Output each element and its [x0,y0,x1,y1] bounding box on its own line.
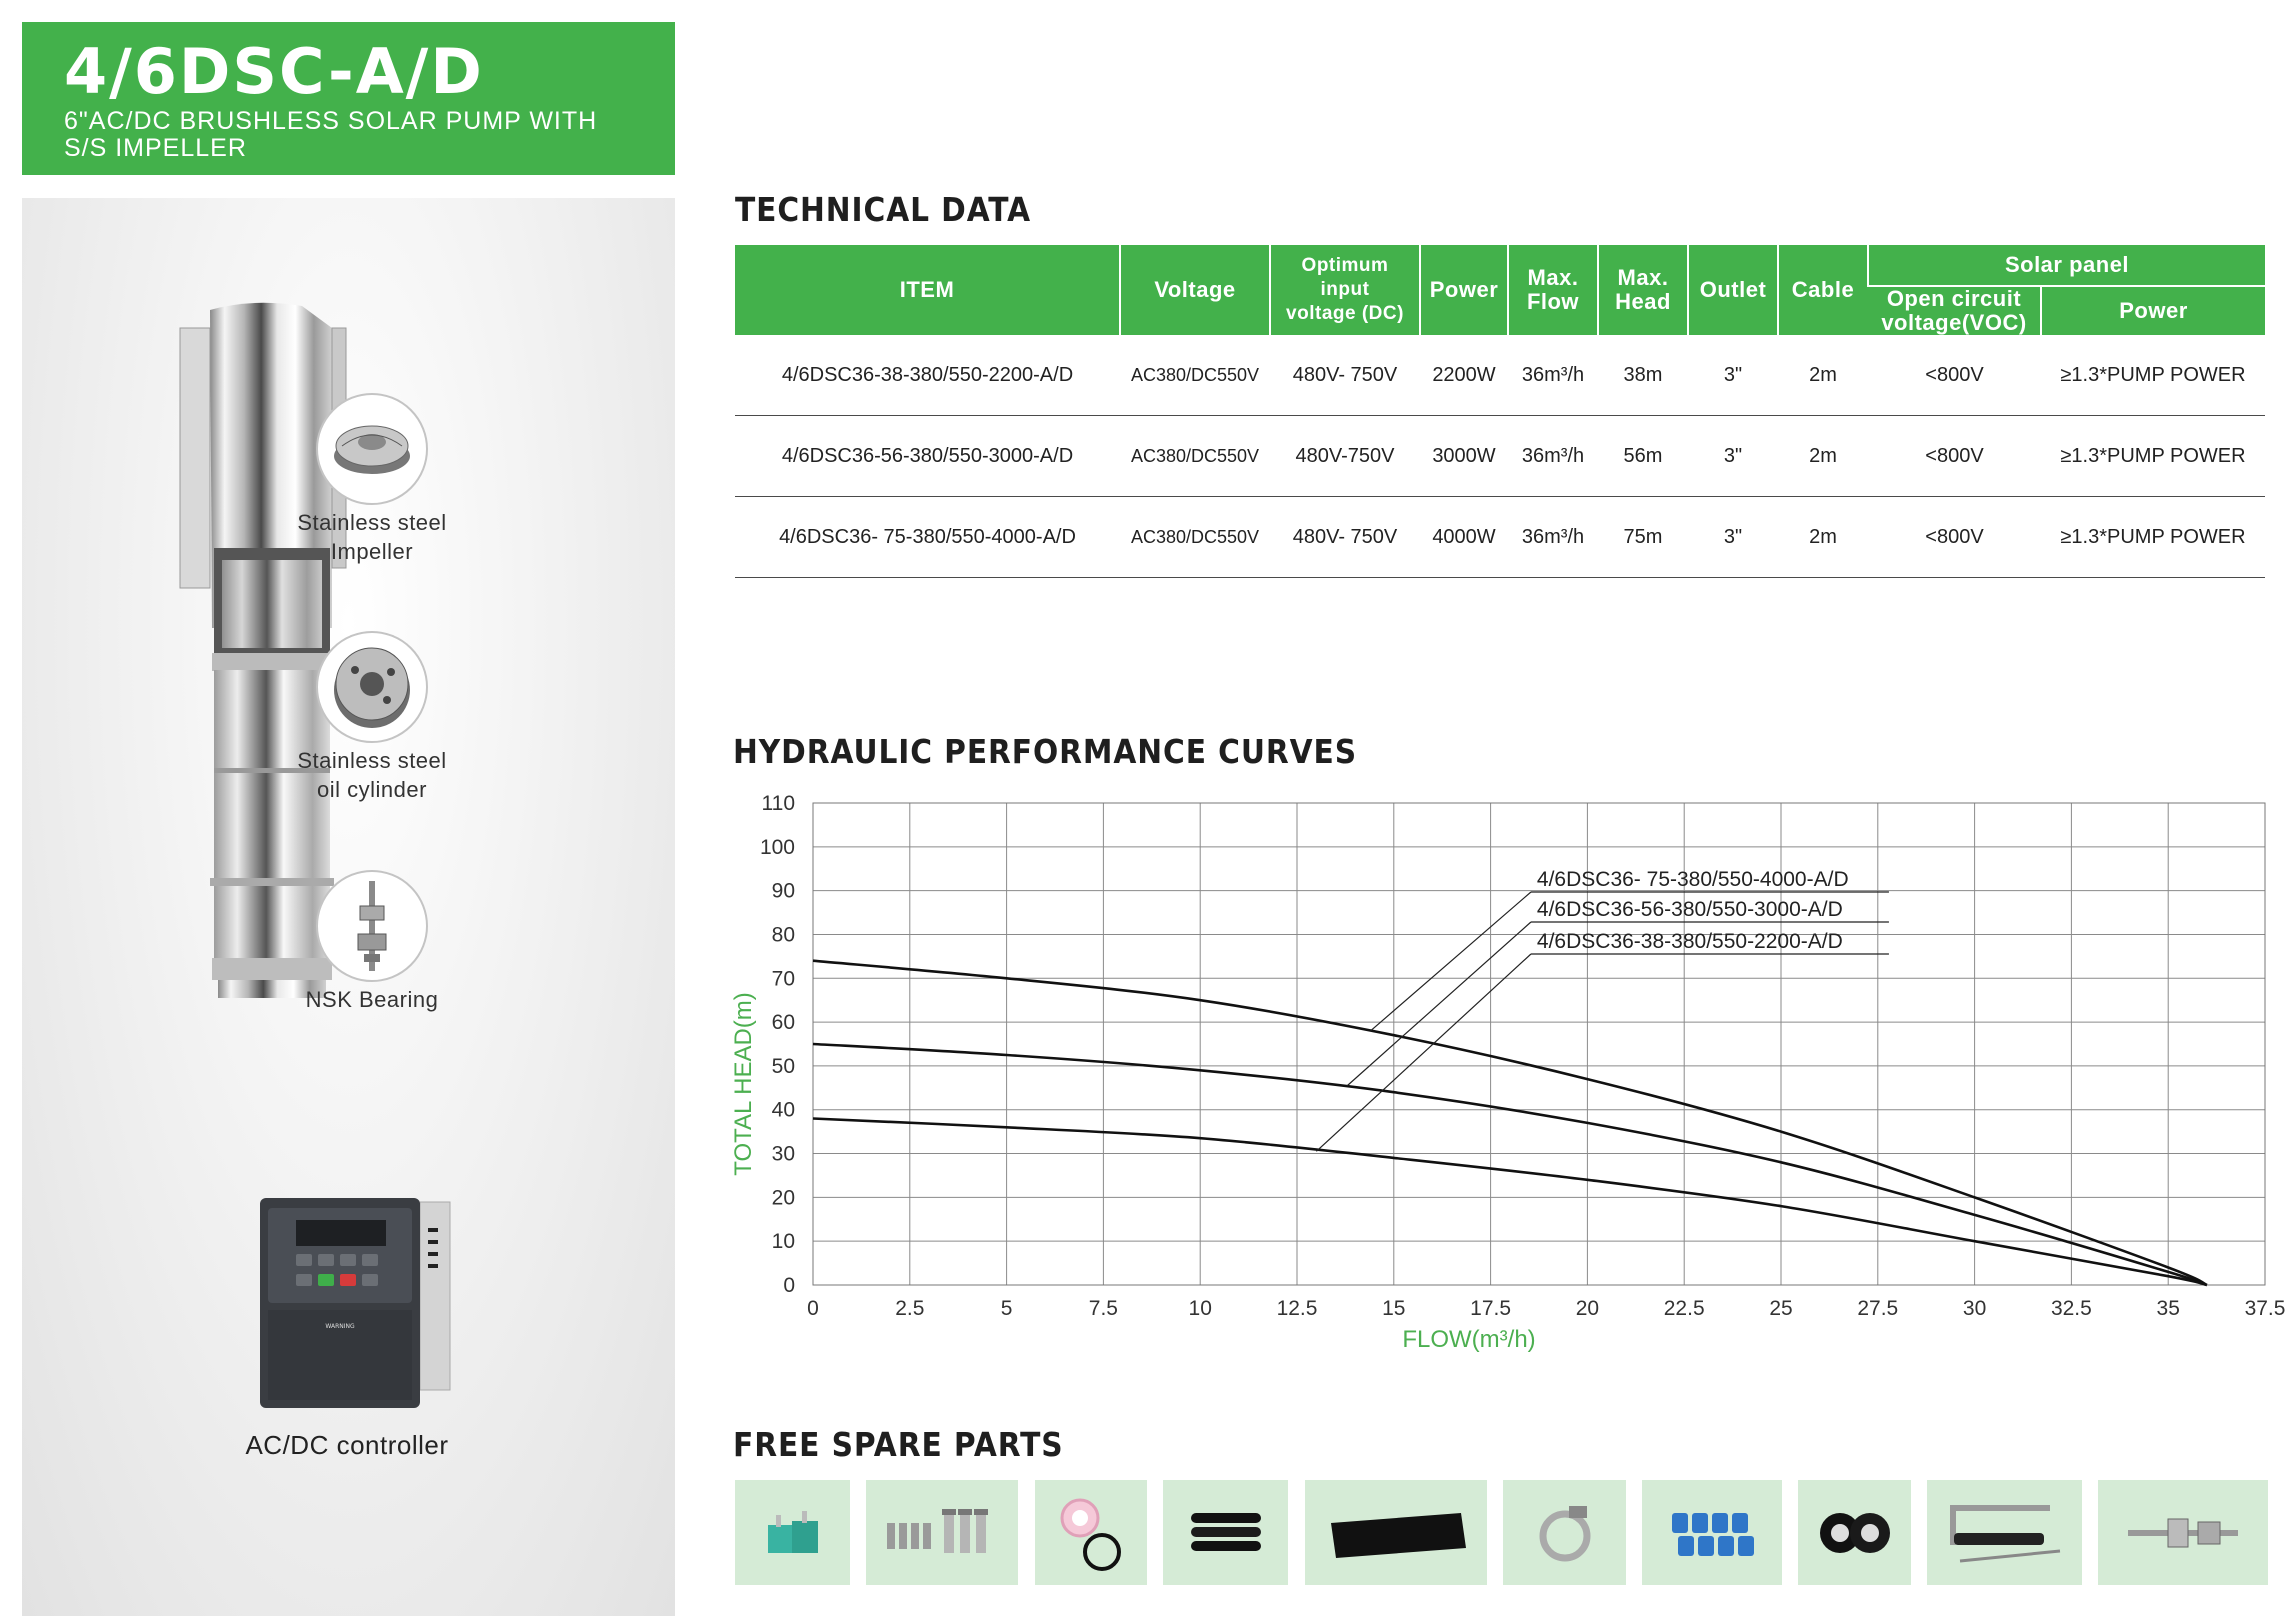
header-open-circuit-voltage: Open circuit voltage(VOC) [1868,286,2041,335]
x-tick-label: 32.5 [2050,1297,2092,1320]
series-label-1: 4/6DSC36- 75-380/550-4000-A/D [1536,868,1849,891]
series-line-3 [813,1119,2207,1286]
series-leader-line [1371,892,1531,1031]
product-subtitle-line2: S/S IMPELLER [64,134,247,162]
series-leader-line [1316,954,1531,1151]
cell-voltage: AC380/DC550V [1120,497,1270,578]
cell-power: 3000W [1420,416,1508,497]
y-tick-label: 30 [771,1142,795,1166]
screws-icon [882,1503,1002,1563]
spare-part-item [1035,1480,1147,1585]
product-subtitle-line1: 6"AC/DC BRUSHLESS SOLAR PUMP WITH [64,107,598,135]
x-tick-label: 15 [1382,1297,1406,1320]
cell-voc: <800V [1868,497,2041,578]
x-tick-label: 35 [2156,1297,2180,1320]
header-item: ITEM [735,245,1120,335]
cell-cable: 2m [1778,335,1868,416]
spare-parts-row [735,1480,2285,1585]
cell-power: 2200W [1420,335,1508,416]
wrench-tool-icon [1940,1493,2070,1573]
insulating-tape-icon [1810,1498,1900,1568]
header-voltage: Voltage [1120,245,1270,335]
cell-max-head: 56m [1598,416,1688,497]
cell-max-flow: 36m³/h [1508,416,1598,497]
table-row [735,335,2265,416]
product-image-panel [22,198,675,1616]
header-max-head: Max. Head [1598,245,1688,335]
header-cable: Cable [1778,245,1868,335]
tape-and-oring-icon [1046,1488,1136,1578]
series-line-1 [813,961,2207,1285]
spare-part-item [866,1480,1018,1585]
technical-data-table [735,245,2265,578]
curves-title: HYDRAULIC PERFORMANCE CURVES [733,732,1357,771]
bearing-icon [342,876,402,976]
y-tick-label: 70 [771,967,795,991]
x-tick-label: 30 [1962,1297,1987,1320]
header-power: Power [1420,245,1508,335]
header-outlet: Outlet [1688,245,1778,335]
spare-parts-title: FREE SPARE PARTS [733,1425,1064,1464]
y-axis-label: TOTAL HEAD(m) [730,992,757,1176]
y-tick-label: 20 [771,1186,795,1210]
cell-max-flow: 36m³/h [1508,335,1598,416]
header-solar-panel: Solar panel [1868,245,2265,286]
spare-part-item [1305,1480,1487,1585]
cell-cable: 2m [1778,416,1868,497]
hose-clamp-icon [1525,1498,1605,1568]
cell-max-flow: 36m³/h [1508,497,1598,578]
cell-optimum: 480V- 750V [1270,497,1420,578]
controller-label: AC/DC controller [245,1430,449,1460]
x-tick-label: 17.5 [1470,1297,1512,1320]
cell-cable: 2m [1778,497,1868,578]
wire-connectors-icon [1662,1498,1762,1568]
y-tick-label: 100 [759,835,795,859]
y-tick-label: 110 [761,792,795,815]
y-tick-label: 80 [771,923,795,947]
oil-cylinder-label-line1: Stainless steel [297,748,447,773]
heat-shrink-tubes-icon [1181,1503,1271,1563]
x-tick-label: 2.5 [895,1297,925,1320]
header-max-flow: Max. Flow [1508,245,1598,335]
impeller-part [262,393,482,563]
table-row [735,497,2265,578]
bearing-shaft-icon [2118,1503,2248,1563]
cell-panel-power: ≥1.3*PUMP POWER [2041,416,2265,497]
y-tick-label: 60 [771,1011,795,1035]
cell-item: 4/6DSC36-56-380/550-3000-A/D [735,416,1120,497]
cell-voc: <800V [1868,416,2041,497]
impeller-label-line1: Stainless steel [297,510,447,535]
oil-cylinder-label-line2: oil cylinder [317,777,427,802]
bearing-part [262,870,482,1011]
x-tick-label: 10 [1188,1297,1212,1320]
oil-cylinder-icon [325,640,419,734]
ac-dc-controller-image [260,1198,460,1408]
fuse-icon [758,1503,828,1563]
impeller-icon [327,404,417,494]
spare-part-item [2098,1480,2268,1585]
x-tick-label: 20 [1575,1297,1600,1320]
cell-max-head: 38m [1598,335,1688,416]
chart-leaders [1316,868,1889,1151]
series-leader-line [1347,922,1531,1086]
spare-part-item [1798,1480,1911,1585]
cell-voltage: AC380/DC550V [1120,416,1270,497]
y-tick-label: 50 [771,1054,795,1078]
product-model: 4/6DSC-A/D [64,35,484,108]
x-tick-label: 22.5 [1663,1297,1705,1320]
bearing-label: NSK Bearing [305,987,439,1012]
cell-max-head: 75m [1598,497,1688,578]
cell-power: 4000W [1420,497,1508,578]
cell-item: 4/6DSC36-38-380/550-2200-A/D [735,335,1120,416]
series-line-2 [813,1044,2207,1285]
y-tick-label: 10 [771,1230,795,1254]
cell-panel-power: ≥1.3*PUMP POWER [2041,497,2265,578]
performance-curves-chart [725,775,2285,1375]
oil-cylinder-part [262,631,482,801]
product-header [22,22,675,175]
technical-data-title: TECHNICAL DATA [735,190,1032,229]
cell-item: 4/6DSC36- 75-380/550-4000-A/D [735,497,1120,578]
cell-optimum: 480V- 750V [1270,335,1420,416]
spare-part-item [1927,1480,2082,1585]
x-axis-label: FLOW(m³/h) [1402,1326,1536,1353]
header-panel-power: Power [2041,286,2265,335]
table-row [735,416,2265,497]
y-tick-label: 90 [771,879,795,903]
x-tick-label: 37.5 [2244,1297,2285,1320]
x-tick-label: 25 [1769,1297,1793,1320]
series-label-2: 4/6DSC36-56-380/550-3000-A/D [1536,898,1843,921]
x-tick-label: 12.5 [1276,1297,1318,1320]
x-tick-label: 0 [807,1297,819,1320]
cell-voc: <800V [1868,335,2041,416]
spare-part-item [1642,1480,1782,1585]
x-tick-label: 5 [1000,1297,1013,1320]
spare-part-item [1503,1480,1626,1585]
cell-outlet: 3" [1688,416,1778,497]
x-tick-label: 7.5 [1088,1297,1119,1320]
header-optimum-input: Optimum input voltage (DC) [1270,245,1420,335]
controller-warning-text: WARNING [325,1323,355,1330]
x-tick-label: 27.5 [1857,1297,1899,1320]
cell-optimum: 480V-750V [1270,416,1420,497]
series-label-3: 4/6DSC36-38-380/550-2200-A/D [1536,930,1843,953]
impeller-label-line2: Impeller [330,539,414,564]
cell-voltage: AC380/DC550V [1120,335,1270,416]
spare-part-item [735,1480,850,1585]
y-tick-label: 40 [771,1098,795,1122]
cell-outlet: 3" [1688,335,1778,416]
cable-sleeve-icon [1321,1503,1471,1563]
cell-panel-power: ≥1.3*PUMP POWER [2041,335,2265,416]
spare-part-item [1163,1480,1288,1585]
y-tick-label: 0 [783,1274,795,1297]
chart-curves [813,961,2207,1285]
cell-outlet: 3" [1688,497,1778,578]
